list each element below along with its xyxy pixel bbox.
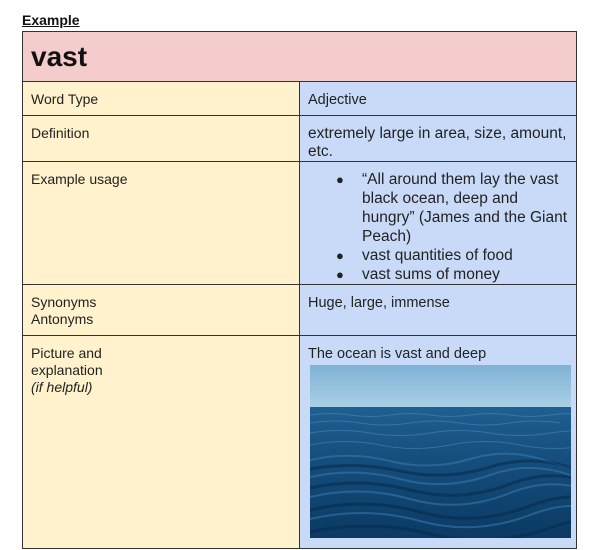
example-usage-list [308,170,568,284]
example-usage-label: Example usage [23,162,300,285]
table-row [23,336,577,549]
table-row [23,162,577,285]
picture-label [23,336,300,549]
section-heading: Example [22,12,80,28]
word-type-value: Adjective [300,82,577,116]
ocean-image [310,365,571,538]
table-row [23,116,577,162]
example-sentence: “All around them lay the vast black ocean, deep and hungry” (James and the Giant Peach) [362,171,568,245]
title-row [23,32,577,82]
antonyms-label: Antonyms [31,311,94,327]
example-phrase: vast quantities of food [362,247,513,264]
synonyms-value: Huge, large, immense [300,285,577,336]
bullet-icon: ● [336,267,344,282]
picture-label-line: Picture and [31,345,102,361]
bullet-icon: ● [336,172,344,187]
example-phrase: vast sums of money [362,266,500,283]
table-row [23,82,577,116]
synonyms-antonyms-label [23,285,300,336]
definition-label: Definition [23,116,300,162]
if-helpful-note: (if helpful) [31,379,93,395]
definition-value: extremely large in area, size, amount, etc. [300,116,577,162]
vocabulary-table [22,31,577,549]
list-item [336,265,568,284]
example-usage-cell [300,162,577,285]
picture-cell [300,336,577,549]
explanation-label-line: explanation [31,362,103,378]
table-row [23,285,577,336]
word-type-label: Word Type [23,82,300,116]
list-item [336,170,568,246]
synonyms-label: Synonyms [31,294,97,310]
vocabulary-word: vast [31,41,88,72]
picture-caption: The ocean is vast and deep [308,346,487,362]
title-cell [23,32,577,82]
list-item [336,246,568,265]
bullet-icon: ● [336,248,344,263]
